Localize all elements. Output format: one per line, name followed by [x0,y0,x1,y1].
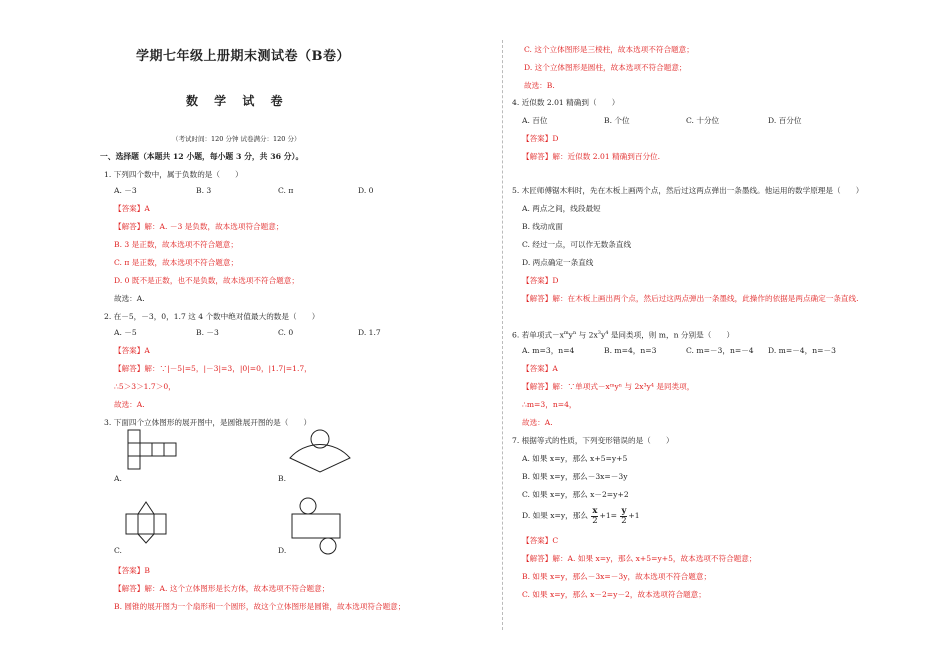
q2-conclusion: 故选：A. [114,400,145,409]
q1-explain-4: D. 0 既不是正数，也不是负数，故本选项不符合题意； [114,276,299,285]
q7-fraction-x: $\frac{x}{2}$ [592,505,598,526]
q2-option-c: C. 0 [278,328,294,337]
q2-stem: 2. 在－5，－3，0，1.7 这 4 个数中绝对值最大的数是（ ） [104,312,320,321]
q1-explain-1: 【解答】解：A. －3 是负数，故本选项符合题意； [114,222,284,231]
q1-explain-2: B. 3 是正数，故本选项不符合题意； [114,240,238,249]
q3-explain-4: D. 这个立体图形是圆柱，故本选项不符合题意； [524,63,687,72]
q6-stem: 6. 若单项式$-x^my^n$ 与 $2x^3y^4$ 是同类项，则 m，n 分别是（ ） [512,330,735,340]
q6-option-c: C. m=－3，n=－4 [686,346,754,355]
q1-option-c: C. π [278,186,294,195]
q7-option-a: A. 如果 x=y，那么 x+5=y+5 [522,454,628,463]
q3-figure-a-cuboid-net [122,428,182,470]
q2-answer: 【答案】A [114,346,150,355]
q3-explain-1: 【解答】解：A. 这个立体图形是长方体，故本选项不符合题意； [114,584,330,593]
q6-answer: 【答案】A [522,364,558,373]
q6-explain-2: ∴m=3，n=4， [522,400,577,409]
exam-meta: （考试时间：120 分钟 试卷满分：120 分） [172,135,301,143]
q2-explain-1: 【解答】解：∵|－5|=5，|－3|=3，|0|=0，|1.7|=1.7， [114,364,312,373]
q1-option-a: A. －3 [114,186,137,195]
q3-option-c: C. [114,546,122,555]
q3-option-d: D. [278,546,287,555]
q3-explain-2: B. 圆锥的展开图为一个扇形和一个圆形，故这个立体图形是圆锥，故本选项符合题意； [114,602,406,611]
q6-conclusion: 故选：A. [522,418,553,427]
q7-stem: 7. 根据等式的性质，下列变形错误的是（ ） [512,436,674,445]
q3-answer: 【答案】B [114,566,150,575]
q7-explain-3: C. 如果 x=y，那么 x－2=y－2，故本选项符合题意； [522,590,706,599]
q3-figure-c-prism-net [120,500,182,544]
q5-answer: 【答案】D [522,276,559,285]
q1-answer: 【答案】A [114,204,150,213]
q7-option-c: C. 如果 x=y，那么 x－2=y+2 [522,490,629,499]
q3-explain-3: C. 这个立体图形是三棱柱，故本选项不符合题意； [524,45,694,54]
q7-fraction-y: $\frac{y}{2}$ [621,505,627,526]
q4-option-b: B. 个位 [604,116,630,125]
q4-explain-1: 【解答】解：近似数 2.01 精确到百分位. [522,152,661,161]
q4-option-c: C. 十分位 [686,116,720,125]
q4-stem: 4. 近似数 2.01 精确到（ ） [512,98,620,107]
q6-explain-1: 【解答】解：∵单项式－xᵐyⁿ 与 2x³y⁴ 是同类项， [522,382,695,391]
q5-option-a: A. 两点之间，线段最短 [522,204,601,213]
q7-option-b: B. 如果 x=y，那么－3x=－3y [522,472,628,481]
q2-option-d: D. 1.7 [358,328,381,337]
q2-option-a: A. －5 [114,328,137,337]
q3-option-a: A. [114,474,122,483]
q3-stem: 3. 下面四个立体图形的展开图中，是圆锥展开图的是（ ） [104,418,312,427]
q4-option-a: A. 百位 [522,116,548,125]
subject-title: 数 学 试 卷 [186,94,289,108]
exam-title: 学期七年级上册期末测试卷（B卷） [136,49,350,64]
q5-option-d: D. 两点确定一条直线 [522,258,594,267]
q3-figure-b-cone-net [286,428,356,474]
section-heading: 一、选择题（本题共 12 小题，每小题 3 分，共 36 分）。 [100,152,304,161]
q3-conclusion: 故选：B. [524,81,555,90]
q5-explain-1: 【解答】解：在木板上画出两个点，然后过这两点弹出一条墨线，此操作的依据是两点确定一条直线. [522,294,859,303]
q4-answer: 【答案】D [522,134,559,143]
q2-explain-2: ∴5＞3＞1.7＞0， [114,382,176,391]
q1-explain-3: C. π 是正数，故本选项不符合题意； [114,258,239,267]
q7-explain-1: 【解答】解：A. 如果 x=y，那么 x+5=y+5，故本选项不符合题意； [522,554,757,563]
q6-option-a: A. m=3，n=4 [522,346,575,355]
q5-stem: 5. 木匠师傅锯木料时，先在木板上画两个点，然后过这两点弹出一条墨线。他运用的数学原理是（ ） [512,186,864,195]
q3-figure-d-cylinder-net [286,496,346,556]
q4-option-d: D. 百分位 [768,116,802,125]
q2-option-b: B. －3 [196,328,219,337]
q7-option-d: D. 如果 x=y，那么 $\frac{x}{2}$ +1= $\frac{y}{2}$ +1 [522,505,640,526]
column-divider [502,40,503,630]
q6-option-d: D. m=－4，n=－3 [768,346,836,355]
q3-option-b: B. [278,474,286,483]
q7-explain-2: B. 如果 x=y，那么－3x=－3y，故本选项不符合题意； [522,572,712,581]
q5-option-b: B. 线动成面 [522,222,563,231]
q1-stem: 1. 下列四个数中，属于负数的是（ ） [104,170,243,179]
q1-conclusion: 故选：A. [114,294,145,303]
q1-option-d: D. 0 [358,186,374,195]
q5-option-c: C. 经过一点，可以作无数条直线 [522,240,632,249]
q7-answer: 【答案】C [522,536,559,545]
q6-option-b: B. m=4，n=3 [604,346,657,355]
q1-option-b: B. 3 [196,186,212,195]
